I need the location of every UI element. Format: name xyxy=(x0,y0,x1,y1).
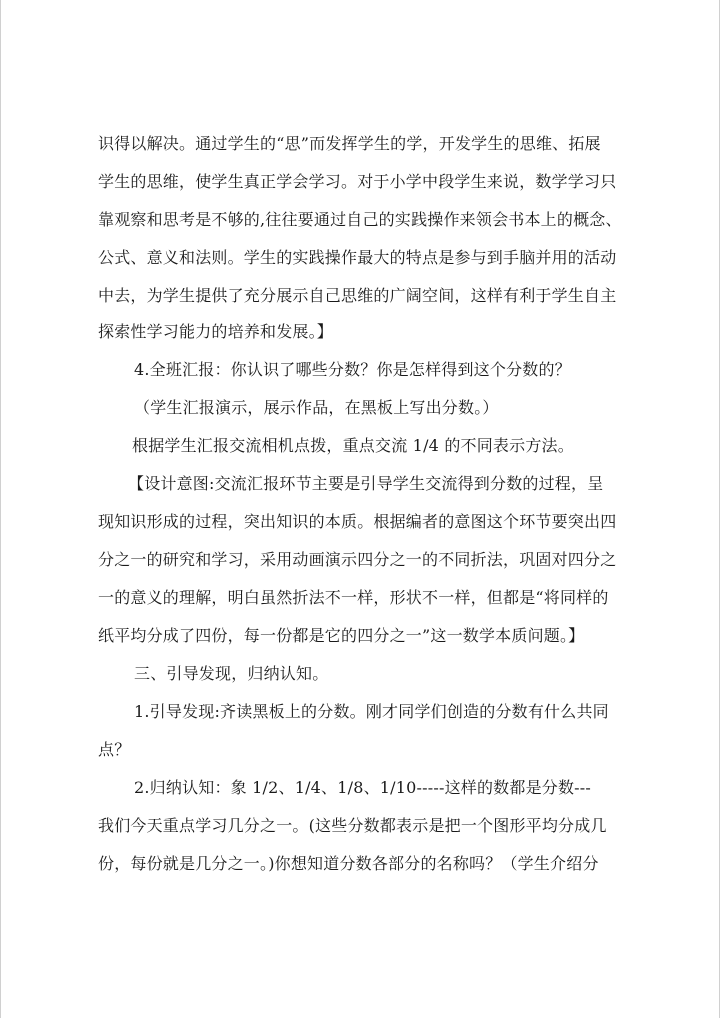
text-line: 1.引导发现:齐读黑板上的分数。刚才同学们创造的分数有什么共同 xyxy=(134,702,609,721)
text-line: 点？ xyxy=(98,740,131,759)
text-line: 识得以解决。通过学生的“思”而发挥学生的学，开发学生的思维、拓展 xyxy=(98,134,601,153)
text-line: 2.归纳认知：象 1/2、1/4、1/8、1/10-----这样的数都是分数--- xyxy=(134,778,591,797)
text-line: （学生汇报演示，展示作品，在黑板上写出分数。） xyxy=(134,398,499,417)
text-line: 学生的思维，使学生真正学会学习。对于小学中段学生来说，数学学习只 xyxy=(98,172,617,191)
text-line: 4.全班汇报：你认识了哪些分数？你是怎样得到这个分数的？ xyxy=(134,360,571,379)
text-line: 探索性学习能力的培养和发展。】 xyxy=(98,322,334,341)
text-line: 一的意义的理解，明白虽然折法不一样，形状不一样，但都是“将同样的 xyxy=(98,588,609,607)
text-line: 根据学生汇报交流相机点拨，重点交流 1/4 的不同表示方法。 xyxy=(132,436,574,455)
section-heading: 三、引导发现，归纳认知。 xyxy=(134,664,329,683)
text-line: 我们今天重点学习几分之一。(这些分数都表示是把一个图形平均分成几 xyxy=(98,816,607,835)
text-line: 纸平均分成了四份，每一份都是它的四分之一”这一数学本质问题。】 xyxy=(98,626,585,645)
text-line: 公式、意义和法则。学生的实践操作最大的特点是参与到手脑并用的活动 xyxy=(98,248,617,267)
text-line: 中去，为学生提供了充分展示自己思维的广阔空间，这样有利于学生自主 xyxy=(98,286,617,305)
text-line: 【设计意图:交流汇报环节主要是引导学生交流得到分数的过程，呈 xyxy=(128,474,604,493)
text-line: 份，每份就是几分之一。)你想知道分数各部分的名称吗？（学生介绍分 xyxy=(98,854,599,873)
text-line: 分之一的研究和学习，采用动画演示四分之一的不同折法，巩固对四分之 xyxy=(98,550,617,569)
text-line: 靠观察和思考是不够的,往往要通过自己的实践操作来领会书本上的概念、 xyxy=(98,210,622,229)
text-line: 现知识形成的过程，突出知识的本质。根据编者的意图这个环节要突出四 xyxy=(98,512,617,531)
